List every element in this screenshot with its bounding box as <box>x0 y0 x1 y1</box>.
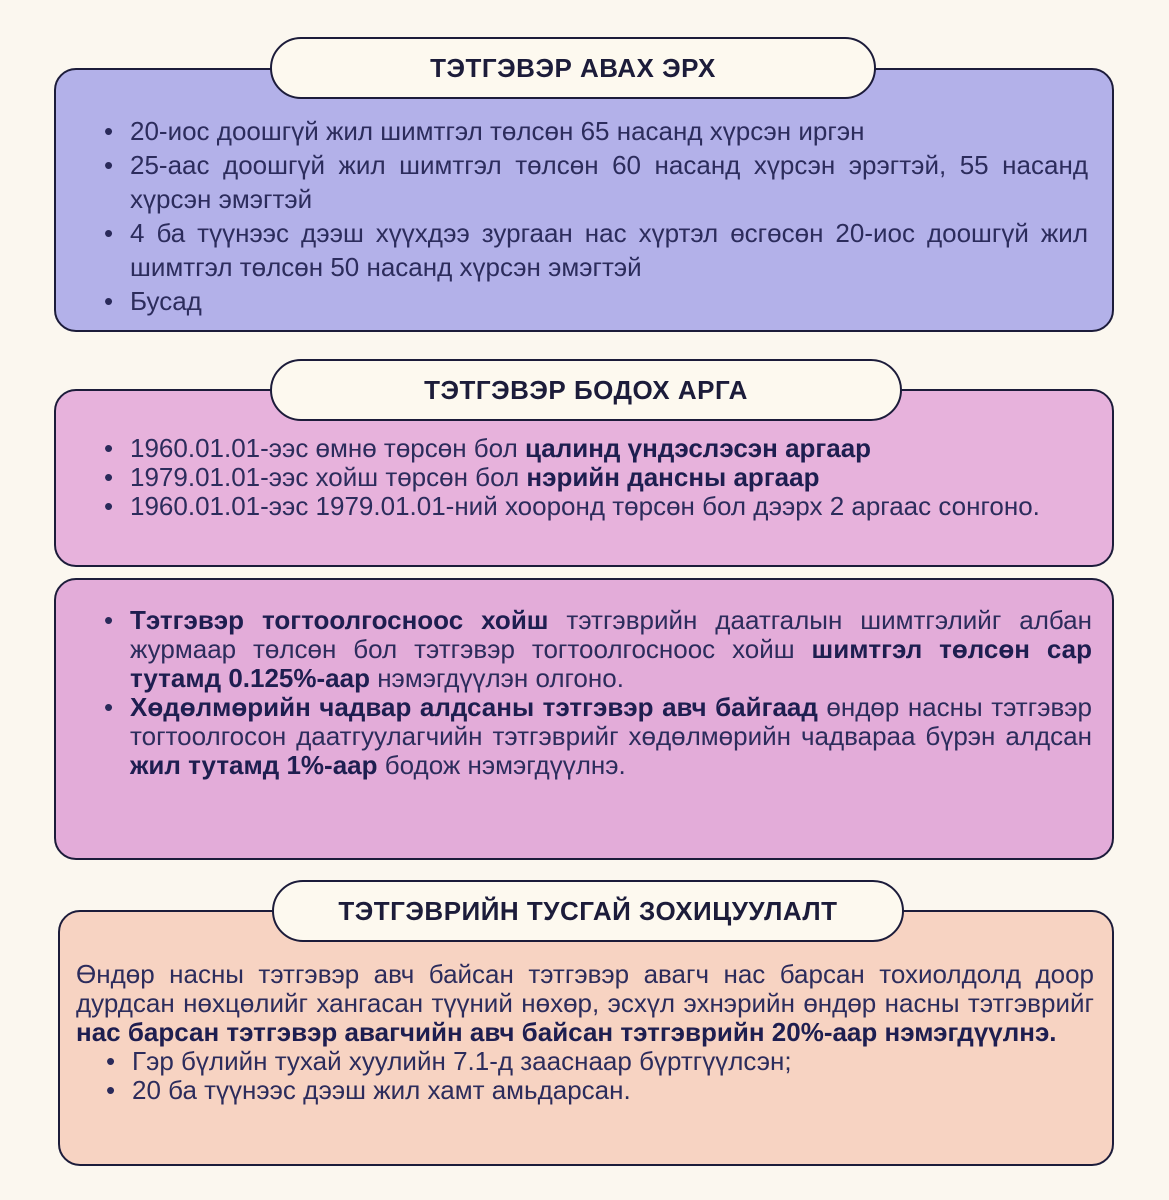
list-item: • 1979.01.01-ээс хойш төрсөн бол нэрийн дансны аргаар <box>102 463 1092 492</box>
list-item: • 20-иос доошгүй жил шимтгэл төлсөн 65 насанд хүрсэн иргэн <box>102 114 1088 148</box>
section-2-list <box>102 434 1092 521</box>
section-1-title: ТЭТГЭВЭР АВАХ ЭРХ <box>270 37 876 99</box>
list-item: • 1960.01.01-ээс 1979.01.01-ний хооронд төрсөн бол дээрх 2 аргаас сонгоно. <box>102 492 1092 521</box>
section-1-list <box>102 114 1088 318</box>
list-item: • 20 ба түүнээс дээш жил хамт амьдарсан. <box>104 1076 1094 1105</box>
section-4-body <box>76 960 1094 1105</box>
list-item: • 1960.01.01-ээс өмнө төрсөн бол цалинд үндэслэсэн аргаар <box>102 434 1092 463</box>
section-4-title: ТЭТГЭВРИЙН ТУСГАЙ ЗОХИЦУУЛАЛТ <box>272 880 904 942</box>
list-item: • Гэр бүлийн тухай хуулийн 7.1-д зааснаар бүртгүүлсэн; <box>104 1047 1094 1076</box>
list-item: • Бусад <box>102 284 1088 318</box>
section-3-panel <box>54 578 1114 860</box>
section-4-panel <box>58 910 1114 1166</box>
section-3-list <box>102 606 1092 780</box>
list-item: • 25-аас доошгүй жил шимтгэл төлсөн 60 насанд хүрсэн эрэгтэй, 55 насанд хүрсэн эмэгтэй <box>102 148 1088 216</box>
list-item: • Тэтгэвэр тогтоолгосноос хойш тэтгэврийн даатгалын шимтгэлийг албан журмаар төлсөн бол тэтгэвэр тогтоолгосноос хойш шимтгэл төлсөн сар тутамд 0.125%-аар нэмэгдүүлэн олгоно. <box>102 606 1092 693</box>
section-4-intro: Өндөр насны тэтгэвэр авч байсан тэтгэвэр авагч нас барсан тохиолдолд доор дурдсан нөхцөлийг хангасан түүний нөхөр, эсхүл эхнэрийн өндөр насны тэтгэврийг нас барсан тэтгэвэр авагчийн авч байсан тэтгэврийн 20%-аар нэмэгдүүлнэ. <box>76 959 1094 1047</box>
list-item: • Хөдөлмөрийн чадвар алдсаны тэтгэвэр авч байгаад өндөр насны тэтгэвэр тогтоолгосон даатгуулагчийн тэтгэврийг хөдөлмөрийн чадвараа бүрэн алдсан жил тутамд 1%-аар бодож нэмэгдүүлнэ. <box>102 693 1092 780</box>
section-4-list <box>76 1047 1094 1105</box>
section-1-panel <box>54 68 1114 332</box>
section-2-title: ТЭТГЭВЭР БОДОХ АРГА <box>270 359 902 421</box>
list-item: • 4 ба түүнээс дээш хүүхдээ зургаан нас хүртэл өсгөсөн 20-иос доошгүй жил шимтгэл төлсөн 50 насанд хүрсэн эмэгтэй <box>102 216 1088 284</box>
